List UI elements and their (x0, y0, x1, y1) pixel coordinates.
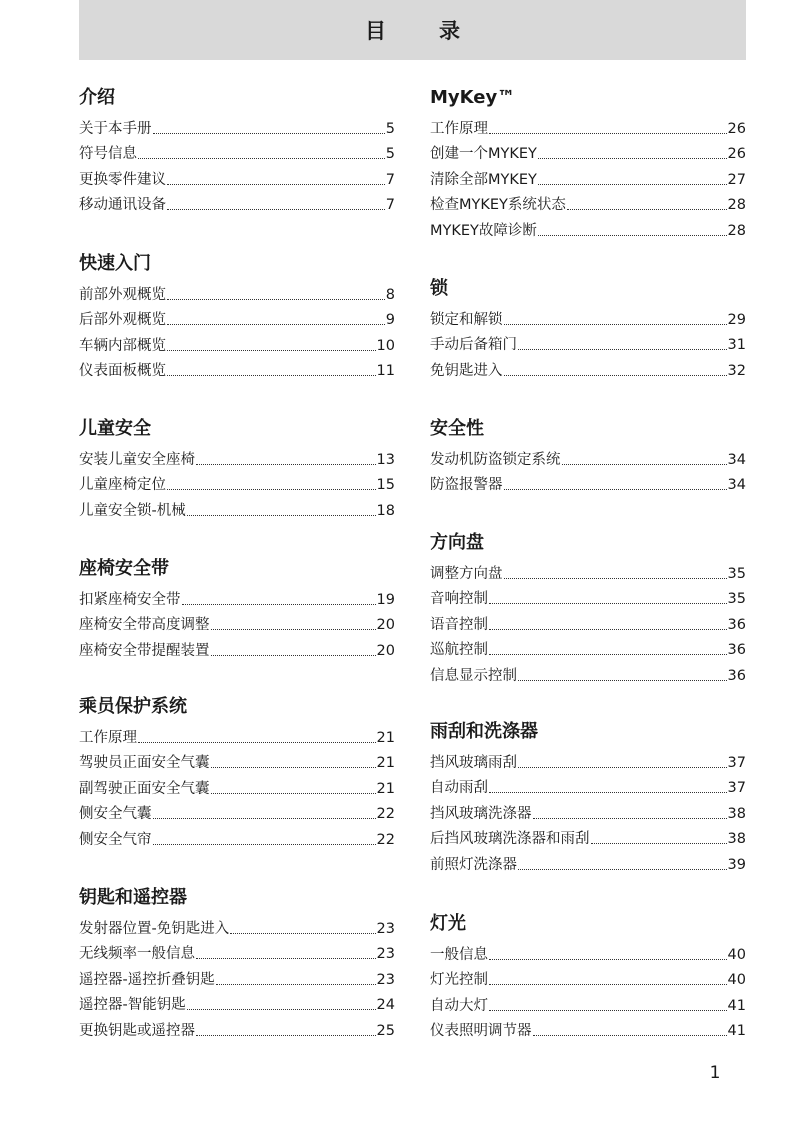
entry-label: 发动机防盗锁定系统 (430, 451, 561, 468)
toc-entry[interactable] (79, 963, 395, 989)
entry-page-number: 23 (376, 920, 395, 937)
toc-title: 目 录 (365, 19, 476, 43)
section-heading: 快速入门 (79, 253, 151, 274)
dot-leader (187, 514, 376, 516)
entry-page-number: 5 (385, 120, 395, 137)
entry-label: 清除全部MYKEY (430, 171, 537, 188)
toc-entry[interactable] (430, 163, 746, 189)
toc-entry[interactable] (430, 557, 746, 583)
toc-entry[interactable] (79, 443, 395, 469)
entry-page-number: 19 (376, 591, 395, 608)
entry-label: 侧安全气帘 (79, 831, 152, 848)
toc-entry[interactable] (430, 1015, 746, 1041)
entry-label: 遥控器-遥控折叠钥匙 (79, 971, 215, 988)
entry-page-number: 35 (727, 591, 746, 608)
toc-entry[interactable] (79, 798, 395, 824)
entry-label: 自动雨刮 (430, 780, 488, 797)
entry-label: 仪表照明调节器 (430, 1023, 532, 1040)
dot-leader (538, 157, 727, 159)
toc-entry[interactable] (430, 797, 746, 823)
entry-page-number: 26 (727, 146, 746, 163)
entry-label: 防盗报警器 (430, 477, 503, 494)
toc-entry[interactable] (430, 964, 746, 990)
section-heading: MyKey™ (430, 87, 516, 108)
entry-page-number: 40 (727, 946, 746, 963)
entry-page-number: 37 (727, 754, 746, 771)
entry-label: 检查MYKEY系统状态 (430, 197, 566, 214)
entry-page-number: 38 (727, 831, 746, 848)
entry-label: 儿童安全锁-机械 (79, 502, 186, 519)
toc-section (430, 529, 746, 685)
entry-page-number: 21 (376, 729, 395, 746)
entry-page-number: 25 (376, 1022, 395, 1039)
toc-entry[interactable] (79, 329, 395, 355)
toc-entry[interactable] (79, 634, 395, 660)
section-heading: 钥匙和遥控器 (79, 887, 187, 908)
entry-label: 车辆内部概览 (79, 337, 166, 354)
entry-label: 遥控器-智能钥匙 (79, 997, 186, 1014)
dot-leader (167, 298, 385, 300)
section-heading: 雨刮和洗涤器 (430, 721, 538, 742)
section-heading: 安全性 (430, 418, 484, 439)
dot-leader (153, 817, 376, 819)
entry-page-number: 7 (385, 171, 395, 188)
entry-page-number: 41 (727, 997, 746, 1014)
entry-label: 仪表面板概览 (79, 363, 166, 380)
dot-leader (518, 766, 727, 768)
entry-label: 挡风玻璃雨刮 (430, 754, 517, 771)
toc-section (430, 84, 746, 240)
entry-label: 前照灯洗涤器 (430, 856, 517, 873)
entry-page-number: 23 (376, 971, 395, 988)
dot-leader (187, 1008, 376, 1010)
entry-label: 巡航控制 (430, 642, 488, 659)
section-heading: 儿童安全 (79, 418, 151, 439)
entry-page-number: 29 (727, 311, 746, 328)
section-heading: 灯光 (430, 913, 466, 934)
entry-page-number: 36 (727, 616, 746, 633)
dot-leader (211, 766, 376, 768)
dot-leader (489, 1009, 727, 1011)
dot-leader (167, 374, 376, 376)
dot-leader (196, 463, 376, 465)
toc-entry[interactable] (430, 303, 746, 329)
toc-entry[interactable] (79, 1014, 395, 1040)
toc-entry[interactable] (430, 189, 746, 215)
toc-section (79, 84, 395, 214)
dot-leader (562, 463, 727, 465)
entry-page-number: 18 (376, 502, 395, 519)
entry-page-number: 20 (376, 642, 395, 659)
entry-page-number: 5 (385, 146, 395, 163)
toc-entry[interactable] (430, 214, 746, 240)
entry-page-number: 40 (727, 972, 746, 989)
toc-title-bar (79, 0, 746, 60)
entry-page-number: 15 (376, 477, 395, 494)
section-heading: 锁 (430, 278, 448, 299)
toc-entry[interactable] (430, 608, 746, 634)
dot-leader (518, 679, 727, 681)
dot-leader (489, 132, 727, 134)
entry-label: 手动后备箱门 (430, 337, 517, 354)
entry-label: 创建一个MYKEY (430, 146, 537, 163)
entry-page-number: 27 (727, 171, 746, 188)
entry-page-number: 36 (727, 667, 746, 684)
entry-label: 移动通讯设备 (79, 197, 166, 214)
entry-page-number: 41 (727, 1023, 746, 1040)
entry-page-number: 23 (376, 946, 395, 963)
dot-leader (211, 628, 376, 630)
toc-entry[interactable] (430, 112, 746, 138)
entry-page-number: 31 (727, 337, 746, 354)
dot-leader (518, 868, 727, 870)
dot-leader (138, 157, 385, 159)
toc-entry[interactable] (79, 912, 395, 938)
entry-label: MYKEY故障诊断 (430, 222, 537, 239)
entry-label: 前部外观概览 (79, 286, 166, 303)
dot-leader (196, 957, 376, 959)
toc-entry[interactable] (79, 138, 395, 164)
entry-page-number: 22 (376, 806, 395, 823)
entry-label: 挡风玻璃洗涤器 (430, 805, 532, 822)
toc-entry[interactable] (430, 659, 746, 685)
toc-section (430, 275, 746, 380)
dot-leader (538, 234, 727, 236)
entry-label: 信息显示控制 (430, 667, 517, 684)
entry-label: 发射器位置-免钥匙进入 (79, 920, 230, 937)
toc-entry[interactable] (79, 823, 395, 849)
toc-entry[interactable] (79, 304, 395, 330)
toc-entry[interactable] (79, 938, 395, 964)
entry-page-number: 36 (727, 642, 746, 659)
dot-leader (167, 488, 376, 490)
dot-leader (538, 183, 727, 185)
entry-label: 座椅安全带提醒装置 (79, 642, 210, 659)
entry-label: 免钥匙进入 (430, 362, 503, 379)
entry-page-number: 20 (376, 617, 395, 634)
dot-leader (182, 603, 376, 605)
entry-page-number: 21 (376, 755, 395, 772)
toc-section (430, 910, 746, 1040)
entry-page-number: 24 (376, 997, 395, 1014)
entry-label: 侧安全气囊 (79, 806, 152, 823)
toc-entry[interactable] (430, 848, 746, 874)
dot-leader (533, 817, 727, 819)
toc-entry[interactable] (79, 163, 395, 189)
entry-page-number: 34 (727, 477, 746, 494)
toc-entry[interactable] (430, 583, 746, 609)
entry-label: 灯光控制 (430, 972, 488, 989)
dot-leader (138, 741, 376, 743)
entry-label: 副驾驶正面安全气囊 (79, 780, 210, 797)
toc-section (79, 693, 395, 849)
entry-label: 更换零件建议 (79, 171, 166, 188)
entry-page-number: 7 (385, 197, 395, 214)
dot-leader (153, 843, 376, 845)
toc-entry[interactable] (79, 189, 395, 215)
entry-label: 自动大灯 (430, 997, 488, 1014)
entry-page-number: 28 (727, 197, 746, 214)
entry-label: 扣紧座椅安全带 (79, 591, 181, 608)
toc-entry[interactable] (430, 634, 746, 660)
dot-leader (518, 348, 727, 350)
dot-leader (211, 792, 376, 794)
toc-entry[interactable] (430, 989, 746, 1015)
toc-entry[interactable] (79, 278, 395, 304)
toc-entry[interactable] (79, 989, 395, 1015)
entry-page-number: 10 (376, 337, 395, 354)
entry-label: 关于本手册 (79, 120, 152, 137)
toc-entry[interactable] (430, 823, 746, 849)
dot-leader (230, 932, 375, 934)
dot-leader (196, 1034, 376, 1036)
toc-entry[interactable] (430, 354, 746, 380)
dot-leader (504, 374, 727, 376)
toc-entry[interactable] (430, 772, 746, 798)
toc-entry[interactable] (79, 772, 395, 798)
entry-page-number: 34 (727, 451, 746, 468)
toc-entry[interactable] (430, 746, 746, 772)
dot-leader (216, 983, 376, 985)
entry-page-number: 39 (727, 856, 746, 873)
toc-entry[interactable] (79, 355, 395, 381)
toc-section (79, 884, 395, 1040)
toc-entry[interactable] (79, 494, 395, 520)
toc-entry[interactable] (79, 721, 395, 747)
toc-entry[interactable] (430, 329, 746, 355)
entry-page-number: 13 (376, 451, 395, 468)
toc-entry[interactable] (79, 112, 395, 138)
entry-label: 一般信息 (430, 946, 488, 963)
dot-leader (504, 323, 727, 325)
entry-label: 调整方向盘 (430, 565, 503, 582)
entry-page-number: 9 (385, 312, 395, 329)
entry-label: 锁定和解锁 (430, 311, 503, 328)
dot-leader (489, 628, 727, 630)
entry-label: 安装儿童安全座椅 (79, 451, 195, 468)
dot-leader (167, 183, 385, 185)
toc-section (430, 415, 746, 494)
dot-leader (504, 488, 727, 490)
entry-label: 更换钥匙或遥控器 (79, 1022, 195, 1039)
entry-label: 无线频率一般信息 (79, 946, 195, 963)
dot-leader (489, 983, 727, 985)
toc-entry[interactable] (430, 443, 746, 469)
dot-leader (211, 654, 376, 656)
toc-entry[interactable] (430, 138, 746, 164)
dot-leader (167, 349, 376, 351)
entry-label: 后挡风玻璃洗涤器和雨刮 (430, 831, 590, 848)
entry-label: 驾驶员正面安全气囊 (79, 755, 210, 772)
entry-label: 语音控制 (430, 616, 488, 633)
dot-leader (591, 842, 727, 844)
dot-leader (489, 791, 727, 793)
section-heading: 介绍 (79, 87, 115, 108)
dot-leader (489, 602, 727, 604)
entry-page-number: 11 (376, 363, 395, 380)
toc-entry[interactable] (79, 469, 395, 495)
toc-section (79, 250, 395, 380)
dot-leader (567, 208, 727, 210)
dot-leader (504, 577, 727, 579)
toc-entry[interactable] (430, 938, 746, 964)
entry-page-number: 32 (727, 362, 746, 379)
entry-page-number: 8 (385, 286, 395, 303)
toc-entry[interactable] (430, 469, 746, 495)
entry-label: 座椅安全带高度调整 (79, 617, 210, 634)
section-heading: 方向盘 (430, 532, 484, 553)
entry-page-number: 22 (376, 831, 395, 848)
dot-leader (167, 208, 385, 210)
entry-label: 工作原理 (430, 120, 488, 137)
entry-page-number: 26 (727, 120, 746, 137)
entry-label: 音响控制 (430, 591, 488, 608)
entry-page-number: 35 (727, 565, 746, 582)
dot-leader (533, 1034, 727, 1036)
entry-label: 工作原理 (79, 729, 137, 746)
entry-page-number: 38 (727, 805, 746, 822)
toc-section (430, 718, 746, 874)
dot-leader (489, 653, 727, 655)
section-heading: 乘员保护系统 (79, 696, 187, 717)
toc-entry[interactable] (79, 747, 395, 773)
entry-label: 符号信息 (79, 146, 137, 163)
entry-label: 后部外观概览 (79, 312, 166, 329)
entry-page-number: 37 (727, 780, 746, 797)
dot-leader (153, 132, 385, 134)
entry-label: 儿童座椅定位 (79, 477, 166, 494)
entry-page-number: 28 (727, 222, 746, 239)
page-number: 1 (709, 1063, 721, 1083)
toc-entry[interactable] (79, 609, 395, 635)
toc-section (79, 415, 395, 520)
toc-section (79, 555, 395, 660)
dot-leader (167, 323, 385, 325)
entry-page-number: 21 (376, 780, 395, 797)
toc-entry[interactable] (79, 583, 395, 609)
section-heading: 座椅安全带 (79, 558, 169, 579)
dot-leader (489, 958, 727, 960)
